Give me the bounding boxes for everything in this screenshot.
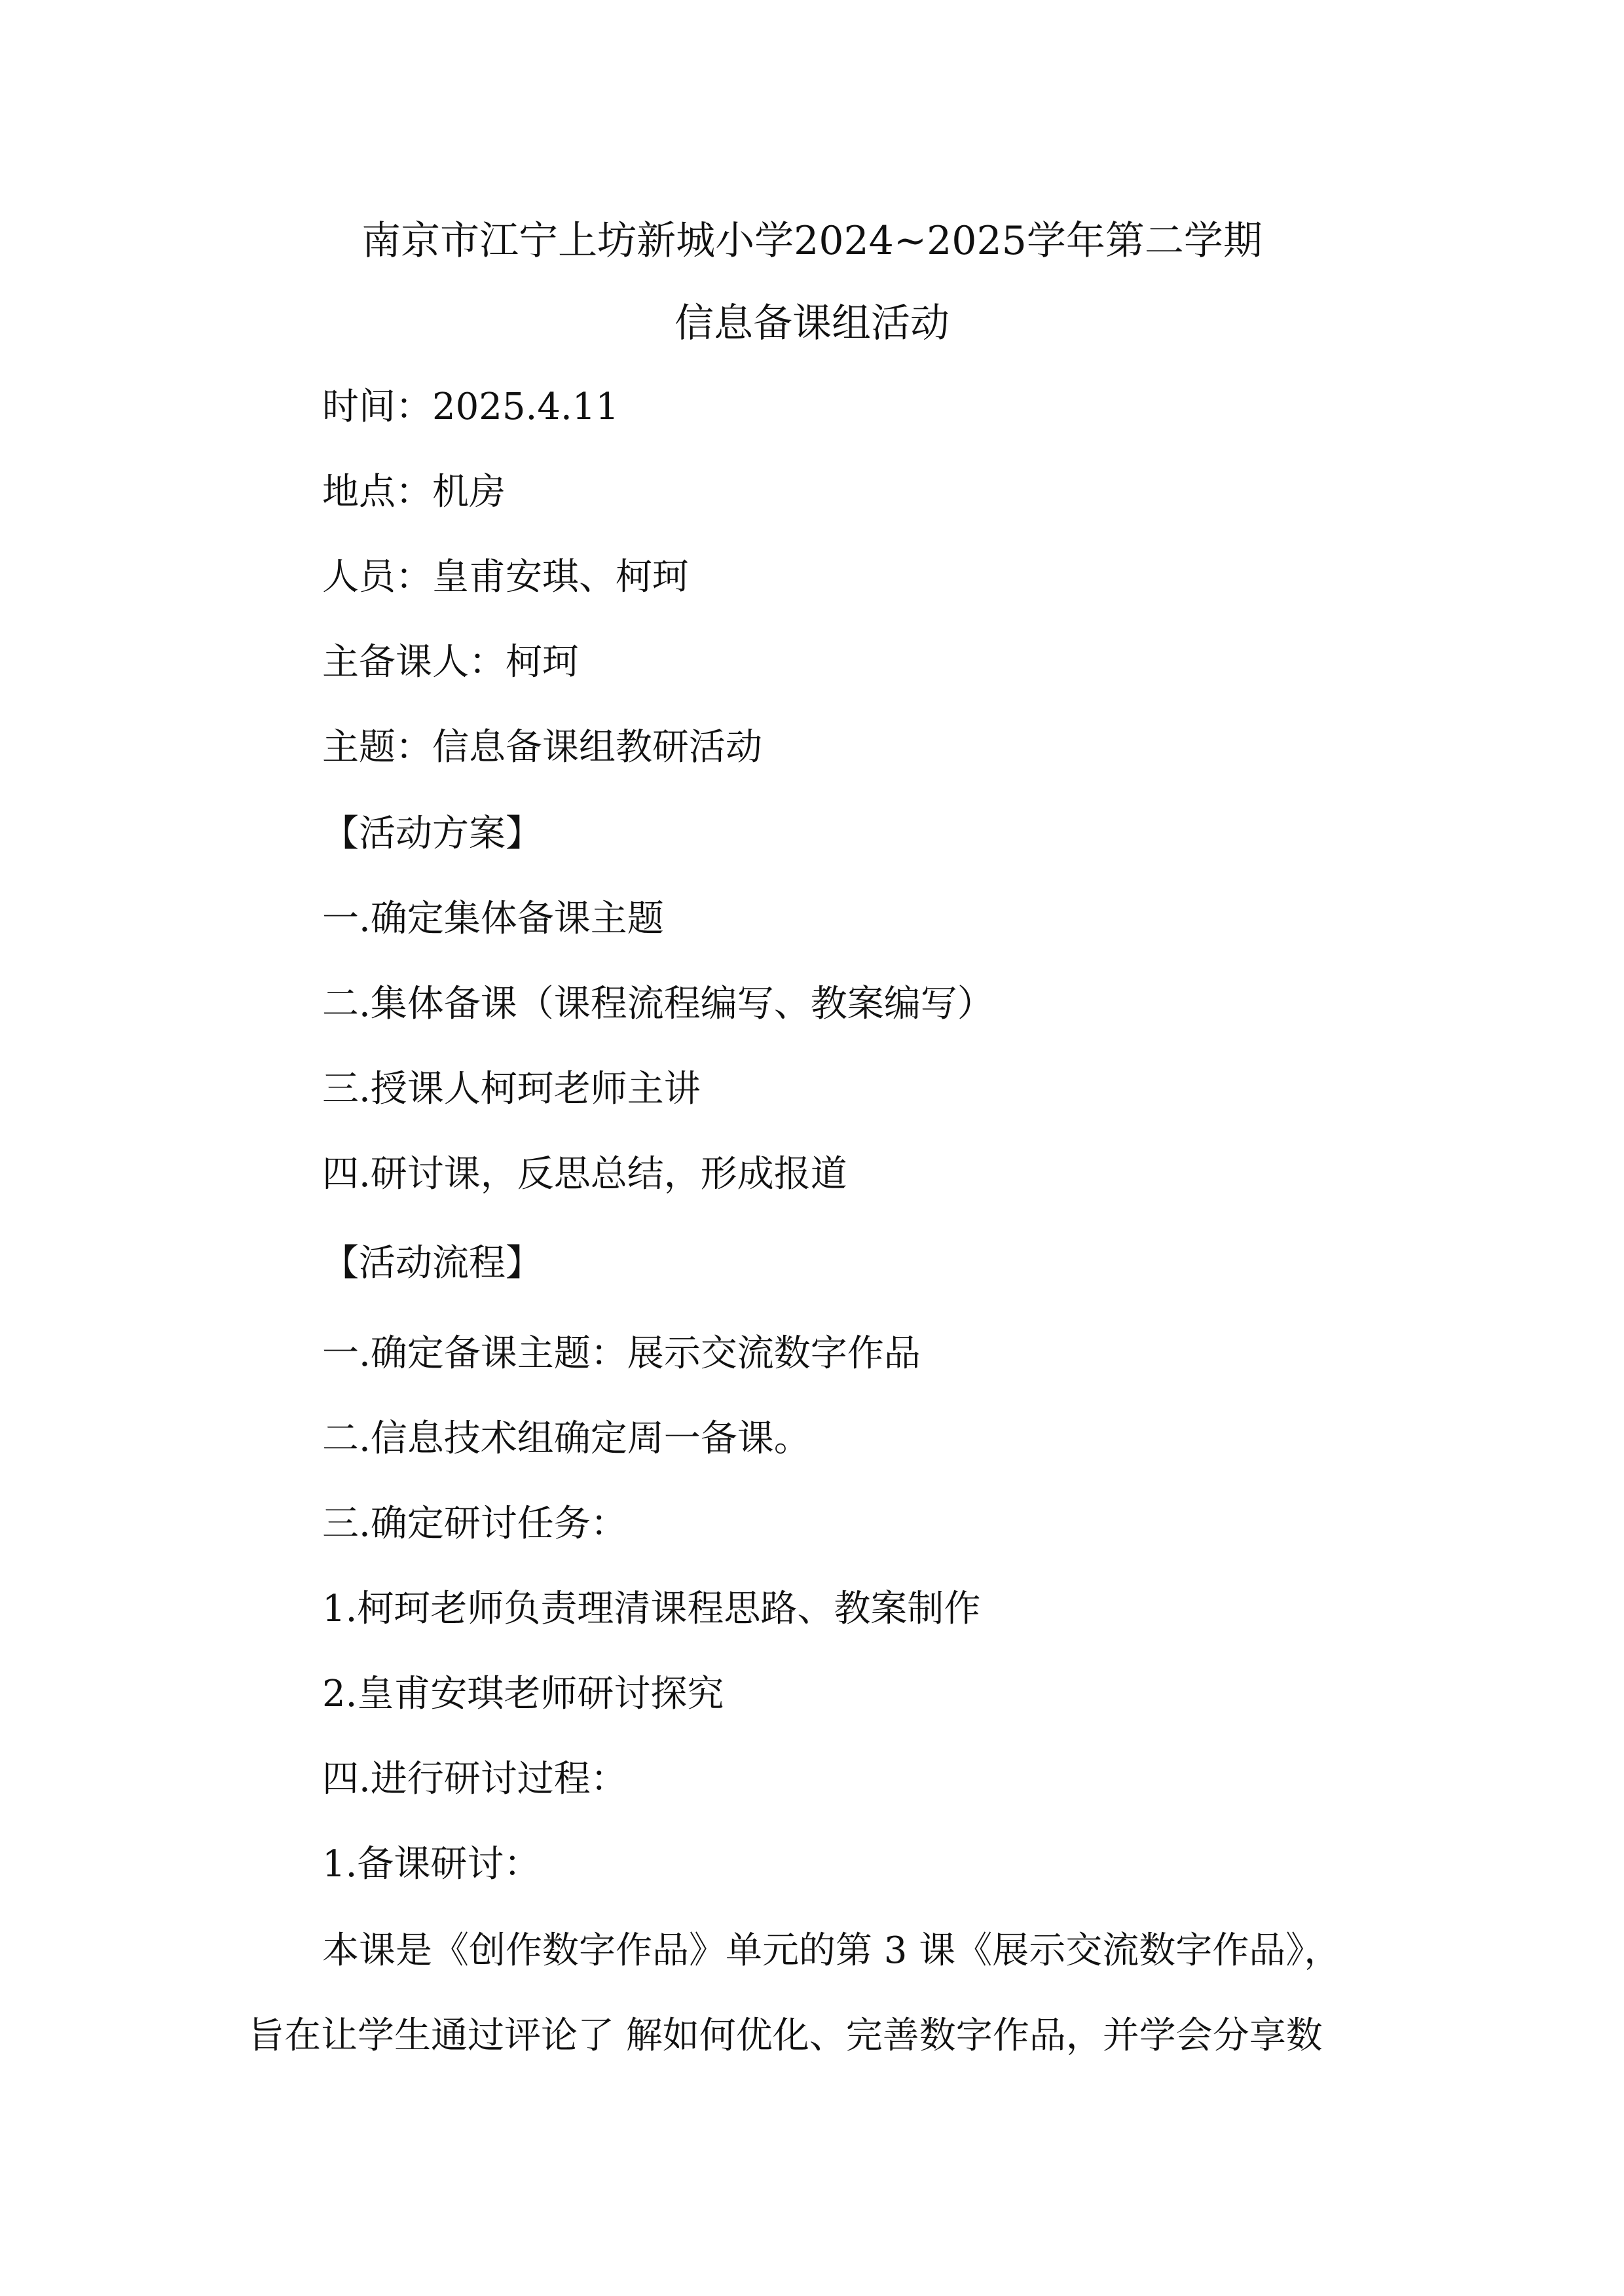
plan-item: 一.确定集体备课主题 (322, 898, 664, 940)
meta-people: 人员：皇甫安琪、柯珂 (322, 556, 689, 598)
process-item: 四.进行研讨过程： (322, 1758, 627, 1800)
paragraph-line-1: 本课是《创作数字作品》单元的第 3 课《展示交流数字作品》， (322, 1929, 1341, 1972)
meta-theme: 主题：信息备课组教研活动 (322, 726, 762, 769)
process-item: 1.柯珂老师负责理清课程思路、教案制作 (322, 1588, 981, 1630)
process-heading: 【活动流程】 (322, 1242, 542, 1285)
meta-lead-preparer: 主备课人：柯珂 (322, 641, 579, 683)
plan-item: 二.集体备课（课程流程编写、教案编写） (322, 983, 994, 1025)
process-item: 2.皇甫安琪老师研讨探究 (322, 1673, 724, 1715)
document-title-line-2: 信息备课组活动 (674, 301, 950, 346)
process-item: 一.确定备课主题：展示交流数字作品 (322, 1332, 921, 1375)
plan-heading: 【活动方案】 (322, 812, 542, 855)
paragraph-line-2: 旨在让学生通过评论了 解如何优化、完善数字作品，并学会分享数 (248, 2014, 1323, 2057)
plan-item: 四.研讨课，反思总结，形成报道 (322, 1153, 847, 1195)
process-item: 二.信息技术组确定周一备课。 (322, 1417, 811, 1460)
plan-item: 三.授课人柯珂老师主讲 (322, 1068, 701, 1110)
document-title-line-1: 南京市江宁上坊新城小学2024~2025学年第二学期 (361, 218, 1263, 264)
process-item: 1.备课研讨： (322, 1843, 541, 1886)
meta-time: 时间：2025.4.11 (322, 386, 619, 428)
meta-location: 地点：机房 (322, 471, 506, 513)
process-item: 三.确定研讨任务： (322, 1503, 627, 1545)
